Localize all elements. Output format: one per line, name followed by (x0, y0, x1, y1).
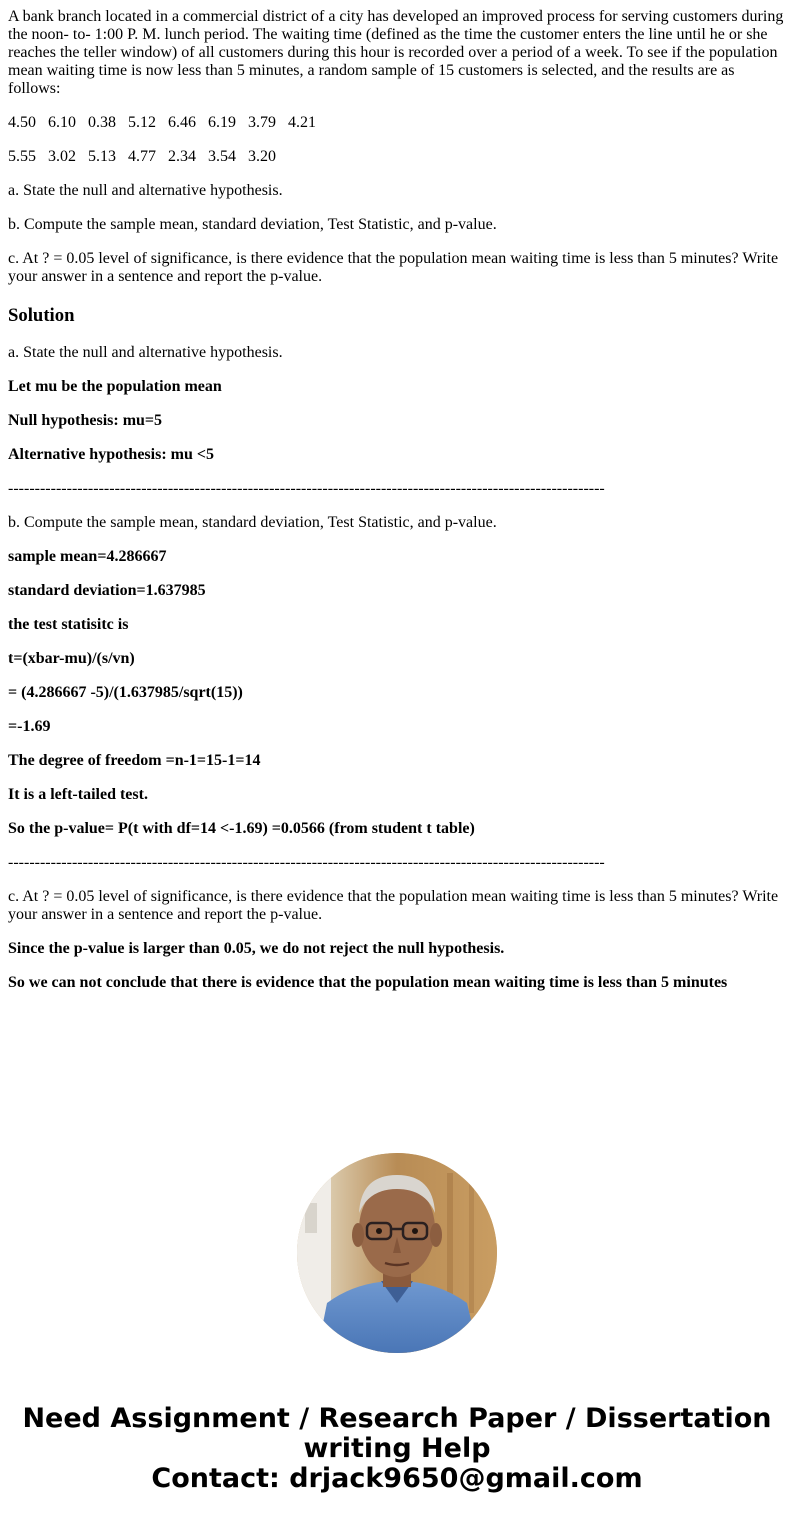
solution-b-line: sample mean=4.286667 (8, 548, 167, 565)
footer-line-2: writing Help (303, 1433, 491, 1464)
solution-b-line: the test statisitc is (8, 616, 129, 633)
footer-line-1: Need Assignment / Research Paper / Dissertation (22, 1403, 772, 1434)
solution-a-title: a. State the null and alternative hypothesis. (8, 344, 283, 361)
question-part-b: b. Compute the sample mean, standard deviation, Test Statistic, and p-value. (8, 216, 497, 233)
question-part-a: a. State the null and alternative hypothesis. (8, 182, 283, 199)
question-intro: A bank branch located in a commercial district of a city has developed an improved process for serving customers during the noon- to- 1:00 P. M. lunch period. The waiting time (defined as the time the customer enters the line until he or she reaches the teller window) of all customers during this hour is recorded over a period of a week. To see if the population mean waiting time is now less than 5 minutes, a random sample of 15 customers is selected, and the results are as follows: (8, 8, 784, 97)
solution-a-line: Null hypothesis: mu=5 (8, 412, 163, 429)
solution-b-line: = (4.286667 -5)/(1.637985/sqrt(15)) (8, 684, 243, 701)
avatar-portrait (297, 1153, 497, 1353)
solution-b-line: So the p-value= P(t with df=14 <-1.69) =0.0566 (from student t table) (8, 820, 475, 837)
solution-b-line: It is a left-tailed test. (8, 786, 148, 803)
data-row-1: 4.50 6.10 0.38 5.12 6.46 6.19 3.79 4.21 (8, 114, 316, 131)
solution-b-line: =-1.69 (8, 718, 51, 735)
document-body (8, 8, 786, 1008)
solution-a-line: Let mu be the population mean (8, 378, 222, 395)
solution-heading: Solution (8, 305, 75, 326)
solution-b-line: The degree of freedom =n-1=15-1=14 (8, 752, 261, 769)
divider-2: ---------------------------------------------------------------------------------------------------------------- (8, 854, 605, 871)
data-row-2: 5.55 3.02 5.13 4.77 2.34 3.54 3.20 (8, 148, 276, 165)
solution-a-line: Alternative hypothesis: mu <5 (8, 446, 214, 463)
question-part-c: c. At ? = 0.05 level of significance, is there evidence that the population mean waiting time is less than 5 minutes? Write your answer in a sentence and report the p-value. (8, 250, 779, 285)
solution-c-line: So we can not conclude that there is evidence that the population mean waiting time is less than 5 minutes (8, 974, 728, 991)
author-avatar (297, 1153, 497, 1353)
solution-c-title: c. At ? = 0.05 level of significance, is there evidence that the population mean waiting time is less than 5 minutes? Write your answer in a sentence and report the p-value. (8, 888, 779, 923)
solution-b-line: t=(xbar-mu)/(s/vn) (8, 650, 135, 667)
divider-1: ---------------------------------------------------------------------------------------------------------------- (8, 480, 605, 497)
solution-c-line: Since the p-value is larger than 0.05, we do not reject the null hypothesis. (8, 940, 505, 957)
solution-b-title: b. Compute the sample mean, standard deviation, Test Statistic, and p-value. (8, 514, 497, 531)
footer-contact-email: Contact: drjack9650@gmail.com (151, 1463, 643, 1494)
footer-contact (0, 1404, 794, 1494)
solution-b-line: standard deviation=1.637985 (8, 582, 206, 599)
